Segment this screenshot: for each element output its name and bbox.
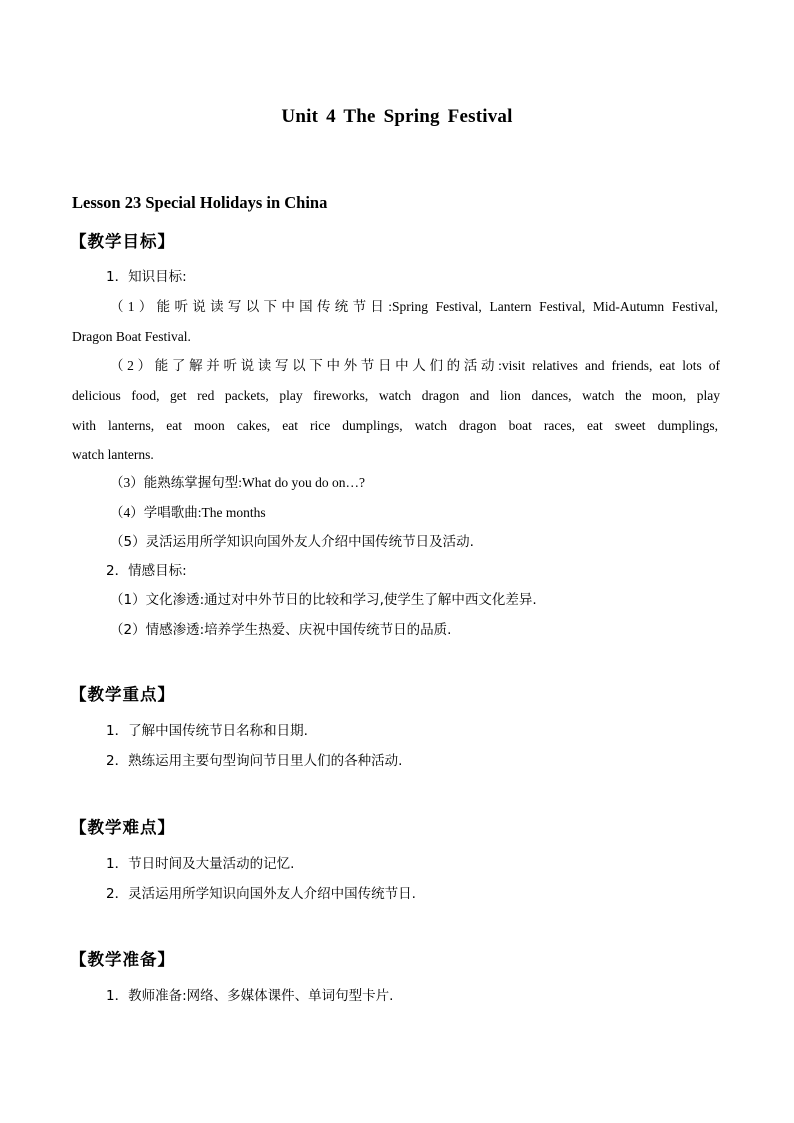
emotion-objectives-label: 2．情感目标: [106,563,187,579]
objectives-heading: 【教学目标】 [70,232,175,251]
knowledge-objective-1-line-1: （1）能听说读写以下中国传统节日:Spring Festival, Lantern Festival, Mid-Autumn Festival, [110,299,718,314]
knowledge-objective-4: （4）学唱歌曲:The months [110,505,266,520]
key-point-2: 2．熟练运用主要句型询问节日里人们的各种活动. [106,753,403,769]
knowledge-objective-1-line-2: Dragon Boat Festival. [72,329,191,344]
document-title: Unit 4 The Spring Festival [281,106,513,127]
knowledge-objective-2-line-1: （2）能了解并听说读写以下中外节日中人们的活动:visit relatives and friends, eat lots of [110,358,720,373]
emotion-objective-1: （1）文化渗透:通过对中外节日的比较和学习,使学生了解中西文化差异. [110,592,537,608]
knowledge-objective-3: （3）能熟练掌握句型:What do you do on…? [110,475,365,490]
difficulties-heading: 【教学难点】 [70,818,175,837]
knowledge-objective-2-line-2: delicious food, get red packets, play fireworks, watch dragon and lion dances, watch the moon, play [72,388,720,403]
knowledge-objectives-label: 1．知识目标: [106,269,187,285]
emotion-objective-2: （2）情感渗透:培养学生热爱、庆祝中国传统节日的品质. [110,622,452,638]
knowledge-objective-2-line-4: watch lanterns. [72,447,154,462]
key-points-heading: 【教学重点】 [70,685,175,704]
difficulty-1: 1．节日时间及大量活动的记忆. [106,856,295,872]
key-point-1: 1．了解中国传统节日名称和日期. [106,723,308,739]
preparation-1: 1．教师准备:网络、多媒体课件、单词句型卡片. [106,988,394,1004]
knowledge-objective-5: （5）灵活运用所学知识向国外友人介绍中国传统节日及活动. [110,534,474,550]
difficulty-2: 2．灵活运用所学知识向国外友人介绍中国传统节日. [106,886,416,902]
lesson-title: Lesson 23 Special Holidays in China [72,193,328,212]
preparation-heading: 【教学准备】 [70,950,175,969]
knowledge-objective-2-line-3: with lanterns, eat moon cakes, eat rice dumplings, watch dragon boat races, eat sweet dumplings, [72,418,718,433]
